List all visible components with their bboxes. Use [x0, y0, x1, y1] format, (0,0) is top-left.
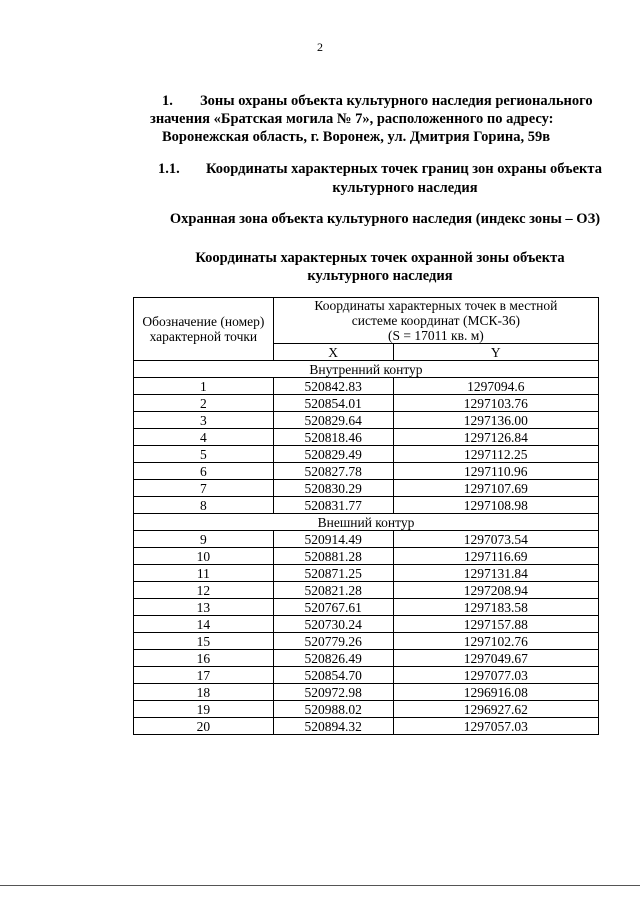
- coord-y: 1297157.88: [393, 616, 598, 633]
- coord-x: 520730.24: [273, 616, 393, 633]
- inner-contour-row: [134, 361, 599, 378]
- table-caption: [130, 249, 630, 285]
- coord-x: 520894.32: [273, 718, 393, 735]
- coord-x: 520831.77: [273, 497, 393, 514]
- coord-x: 520829.49: [273, 446, 393, 463]
- coord-y: 1297094.6: [393, 378, 598, 395]
- table-row: [134, 599, 599, 616]
- outer-contour-row-label: Внешний контур: [134, 514, 599, 531]
- coord-y: 1297110.96: [393, 463, 598, 480]
- coord-y: 1297077.03: [393, 667, 598, 684]
- point-number: 1: [134, 378, 274, 395]
- point-number: 3: [134, 412, 274, 429]
- header-coordinates-line1: Координаты характерных точек в местной: [314, 298, 558, 313]
- subsection-heading: [150, 160, 620, 198]
- zone-title: Охранная зона объекта культурного наследия (индекс зоны – ОЗ): [169, 211, 601, 227]
- coord-y: 1297208.94: [393, 582, 598, 599]
- coord-x: 520854.01: [273, 395, 393, 412]
- coord-x: 520988.02: [273, 701, 393, 718]
- coordinates-table: [133, 297, 599, 735]
- point-number: 4: [134, 429, 274, 446]
- point-number: 6: [134, 463, 274, 480]
- point-number: 9: [134, 531, 274, 548]
- table-row: [134, 667, 599, 684]
- coord-y: 1297102.76: [393, 633, 598, 650]
- coord-x: 520830.29: [273, 480, 393, 497]
- table-row: [134, 395, 599, 412]
- header-y: Y: [393, 344, 598, 361]
- point-number: 14: [134, 616, 274, 633]
- coord-y: 1297108.98: [393, 497, 598, 514]
- section-heading-line1: Зоны охраны объекта культурного наследия регионального: [200, 93, 593, 109]
- table-row: [134, 582, 599, 599]
- point-number: 5: [134, 446, 274, 463]
- point-number: 12: [134, 582, 274, 599]
- outer-contour-row: [134, 514, 599, 531]
- table-row: [134, 412, 599, 429]
- table-row: [134, 701, 599, 718]
- coord-x: 520972.98: [273, 684, 393, 701]
- table-row: [134, 497, 599, 514]
- header-designation: Обозначение (номер) характерной точки: [134, 298, 274, 361]
- point-number: 8: [134, 497, 274, 514]
- subsection-heading-line2: культурного наследия: [332, 180, 478, 196]
- inner-contour-row-label: Внутренний контур: [134, 361, 599, 378]
- coord-x: 520821.28: [273, 582, 393, 599]
- coord-y: 1297116.69: [393, 548, 598, 565]
- coord-y: 1297049.67: [393, 650, 598, 667]
- table-row: [134, 480, 599, 497]
- table-row: [134, 463, 599, 480]
- point-number: 16: [134, 650, 274, 667]
- coord-y: 1297073.54: [393, 531, 598, 548]
- table-row: [134, 684, 599, 701]
- table-row: [134, 378, 599, 395]
- table-caption-line2: культурного наследия: [307, 268, 453, 284]
- section-heading-line2: значения «Братская могила № 7», расположенного по адресу:: [150, 111, 554, 127]
- point-number: 7: [134, 480, 274, 497]
- point-number: 20: [134, 718, 274, 735]
- table-row: [134, 429, 599, 446]
- header-x: X: [273, 344, 393, 361]
- table-row: [134, 718, 599, 735]
- coord-x: 520818.46: [273, 429, 393, 446]
- coord-y: 1297131.84: [393, 565, 598, 582]
- coord-y: 1296916.08: [393, 684, 598, 701]
- point-number: 17: [134, 667, 274, 684]
- point-number: 13: [134, 599, 274, 616]
- section-heading: [150, 92, 610, 146]
- coord-y: 1297057.03: [393, 718, 598, 735]
- table-row: [134, 548, 599, 565]
- coord-y: 1296927.62: [393, 701, 598, 718]
- coord-y: 1297183.58: [393, 599, 598, 616]
- point-number: 11: [134, 565, 274, 582]
- table-row: [134, 633, 599, 650]
- table-row: [134, 531, 599, 548]
- coord-x: 520779.26: [273, 633, 393, 650]
- coord-y: 1297112.25: [393, 446, 598, 463]
- table-caption-line1: Координаты характерных точек охранной зоны объекта: [195, 250, 565, 266]
- subsection-heading-line1: Координаты характерных точек границ зон охраны объекта: [206, 161, 602, 177]
- coord-x: 520826.49: [273, 650, 393, 667]
- coord-x: 520871.25: [273, 565, 393, 582]
- coord-y: 1297107.69: [393, 480, 598, 497]
- subsection-number: 1.1.: [158, 161, 180, 177]
- coord-x: 520829.64: [273, 412, 393, 429]
- table-row: [134, 446, 599, 463]
- header-coordinates: [273, 298, 598, 344]
- header-coordinates-line2: системе координат (МСК-36): [351, 313, 520, 328]
- coord-x: 520842.83: [273, 378, 393, 395]
- coord-y: 1297126.84: [393, 429, 598, 446]
- table-row: [134, 565, 599, 582]
- header-coordinates-line3: (S = 17011 кв. м): [388, 328, 484, 343]
- page-number: 2: [317, 40, 323, 54]
- coord-x: 520827.78: [273, 463, 393, 480]
- point-number: 15: [134, 633, 274, 650]
- point-number: 2: [134, 395, 274, 412]
- coord-x: 520767.61: [273, 599, 393, 616]
- coord-x: 520914.49: [273, 531, 393, 548]
- point-number: 18: [134, 684, 274, 701]
- point-number: 10: [134, 548, 274, 565]
- coord-y: 1297136.00: [393, 412, 598, 429]
- table-row: [134, 650, 599, 667]
- table-row: [134, 616, 599, 633]
- section-number: 1.: [162, 93, 173, 109]
- section-heading-line3: Воронежская область, г. Воронеж, ул. Дмитрия Горина, 59в: [162, 129, 551, 145]
- coord-x: 520881.28: [273, 548, 393, 565]
- coord-x: 520854.70: [273, 667, 393, 684]
- coord-y: 1297103.76: [393, 395, 598, 412]
- footer-divider: [0, 885, 640, 886]
- point-number: 19: [134, 701, 274, 718]
